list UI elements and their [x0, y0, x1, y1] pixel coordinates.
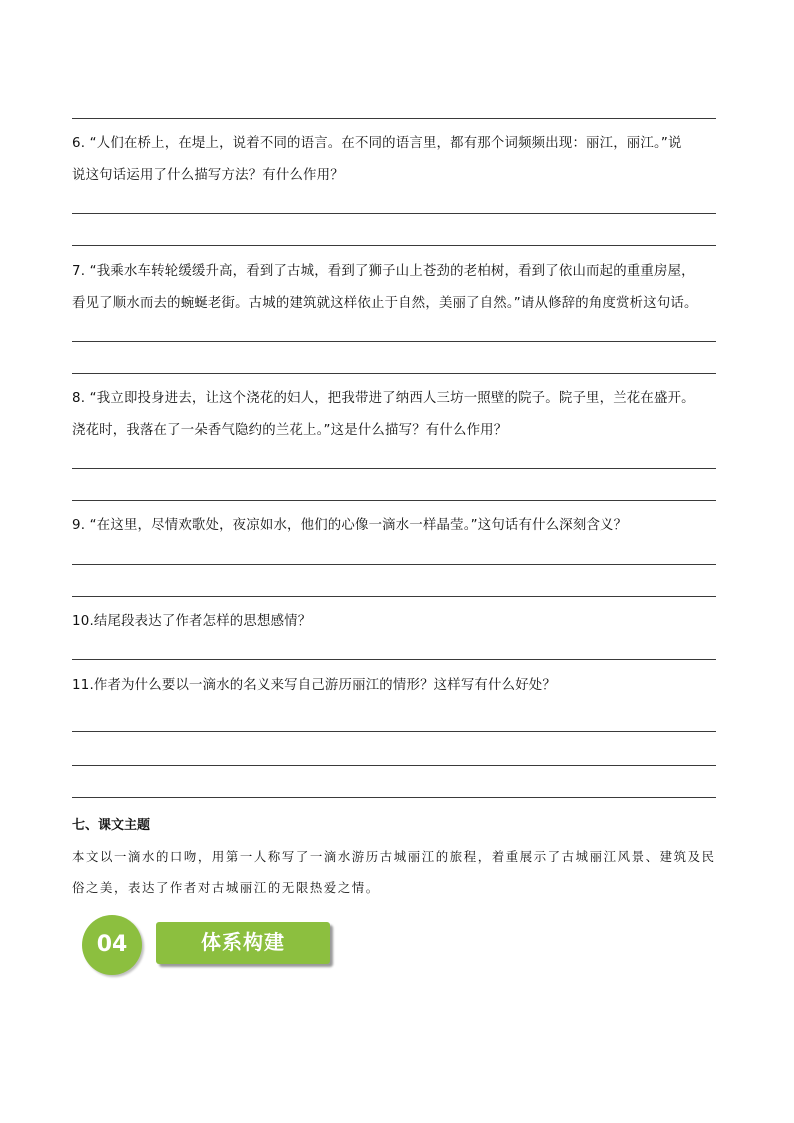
theme-line-1: 本文以一滴水的口吻，用第一人称写了一滴水游历古城丽江的旅程，着重展示了古城丽江风景、建筑及民 — [72, 849, 716, 864]
badge-number-circle — [82, 915, 142, 975]
answer-line — [72, 468, 716, 469]
question-6-line-1: 6. “人们在桥上，在堤上，说着不同的语言。在不同的语言里，都有那个词频频出现：丽江，丽江。”说 — [72, 136, 682, 151]
answer-line — [72, 765, 716, 766]
question-8-line-1: 8. “我立即投身进去，让这个浇花的妇人，把我带进了纳西人三坊一照壁的院子。院子里，兰花在盛开。 — [72, 391, 695, 406]
answer-line — [72, 373, 716, 374]
theme-line-2: 俗之美，表达了作者对古城丽江的无限热爱之情。 — [72, 880, 380, 895]
answer-line — [72, 564, 716, 565]
answer-line — [72, 500, 716, 501]
badge-title: 体系构建 — [201, 930, 285, 954]
question-7-line-1: 7. “我乘水车转轮缓缓升高，看到了古城，看到了狮子山上苍劲的老柏树，看到了依山而起的重重房屋， — [72, 264, 695, 279]
question-7-line-2: 看见了顺水而去的蜿蜒老街。古城的建筑就这样依止于自然，美丽了自然。”请从修辞的角度赏析这句话。 — [72, 296, 698, 311]
badge-title-bar — [156, 922, 330, 964]
answer-line — [72, 213, 716, 214]
answer-line — [72, 797, 716, 798]
question-8-line-2: 浇花时，我落在了一朵香气隐约的兰花上。”这是什么描写？有什么作用？ — [72, 423, 508, 438]
question-11: 11.作者为什么要以一滴水的名义来写自己游历丽江的情形？这样写有什么好处？ — [72, 678, 556, 693]
question-10: 10.结尾段表达了作者怎样的思想感情？ — [72, 614, 312, 629]
answer-line — [72, 245, 716, 246]
badge-number: 04 — [96, 932, 128, 957]
answer-line — [72, 659, 716, 660]
section-heading: 七、课文主题 — [72, 818, 151, 833]
answer-line — [72, 341, 716, 342]
section-badge — [82, 915, 342, 975]
answer-line — [72, 118, 716, 119]
question-6-line-2: 说这句话运用了什么描写方法？有什么作用？ — [72, 168, 344, 183]
question-9: 9. “在这里，尽情欢歌处，夜凉如水，他们的心像一滴水一样晶莹。”这句话有什么深刻含义？ — [72, 518, 628, 533]
answer-line — [72, 731, 716, 732]
answer-line — [72, 596, 716, 597]
